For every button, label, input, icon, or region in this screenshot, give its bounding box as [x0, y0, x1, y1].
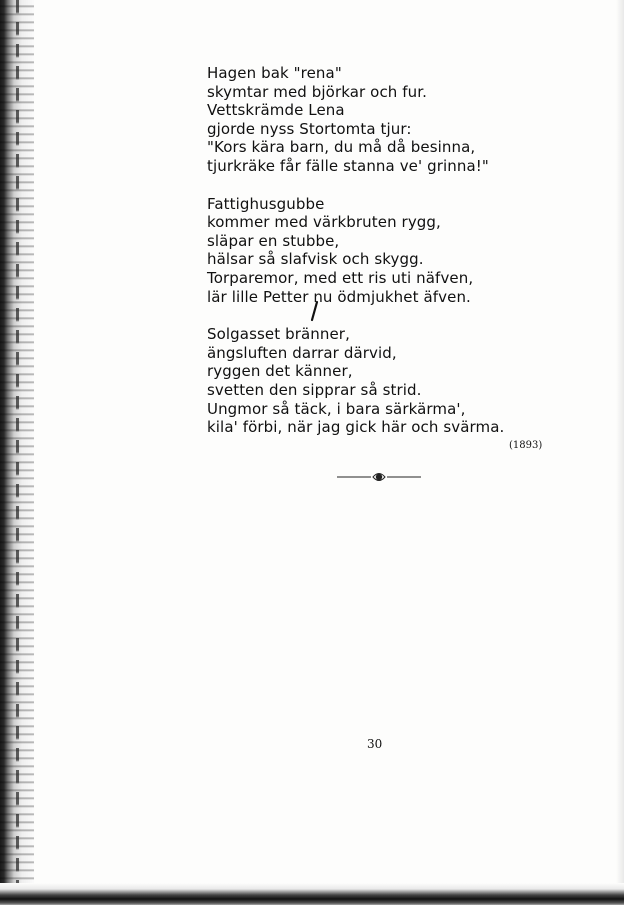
poem-line: skymtar med björkar och fur.	[207, 82, 428, 101]
page-number: 30	[367, 737, 383, 751]
poem-line: ängsluften darrar därvid,	[207, 343, 397, 362]
poem-line: ryggen det känner,	[207, 362, 353, 381]
poem-line: Ungmor så täck, i bara särkärma',	[207, 399, 466, 418]
poem-line: "Kors kära barn, du må då besinna,	[207, 138, 476, 157]
scanned-right-edge	[616, 0, 624, 905]
stanza-3	[207, 325, 547, 437]
pencil-mark-icon	[309, 300, 321, 322]
poem-line: släpar en stubbe,	[207, 231, 340, 250]
poem	[207, 64, 547, 456]
scanned-bottom-edge	[0, 883, 624, 905]
poem-line: tjurkräke får fälle stanna ve' grinna!"	[207, 156, 489, 175]
stanza-1	[207, 64, 547, 176]
poem-line: Vettskrämde Lena	[207, 101, 345, 120]
poem-line: hälsar så slafvisk och skygg.	[207, 250, 424, 269]
poem-line: kommer med värkbruten rygg,	[207, 213, 441, 232]
poem-year: (1893)	[509, 440, 543, 451]
poem-line: gjorde nyss Stortomta tjur:	[207, 119, 412, 138]
fleuron-divider-icon	[337, 470, 421, 484]
poem-line: Solgasset bränner,	[207, 325, 350, 344]
stanza-2	[207, 195, 547, 307]
poem-line: kila' förbi, när jag gick här och svärma.	[207, 418, 505, 437]
scanned-binding-edge	[0, 0, 34, 905]
poem-line: svetten den sipprar så strid.	[207, 380, 422, 399]
poem-line: Fattighusgubbe	[207, 194, 325, 213]
poem-line: lär lille Petter nu ödmjukhet äfven.	[207, 287, 471, 306]
poem-line: Hagen bak "rena"	[207, 64, 342, 82]
poem-line: Torparemor, med ett ris uti näfven,	[207, 268, 474, 287]
